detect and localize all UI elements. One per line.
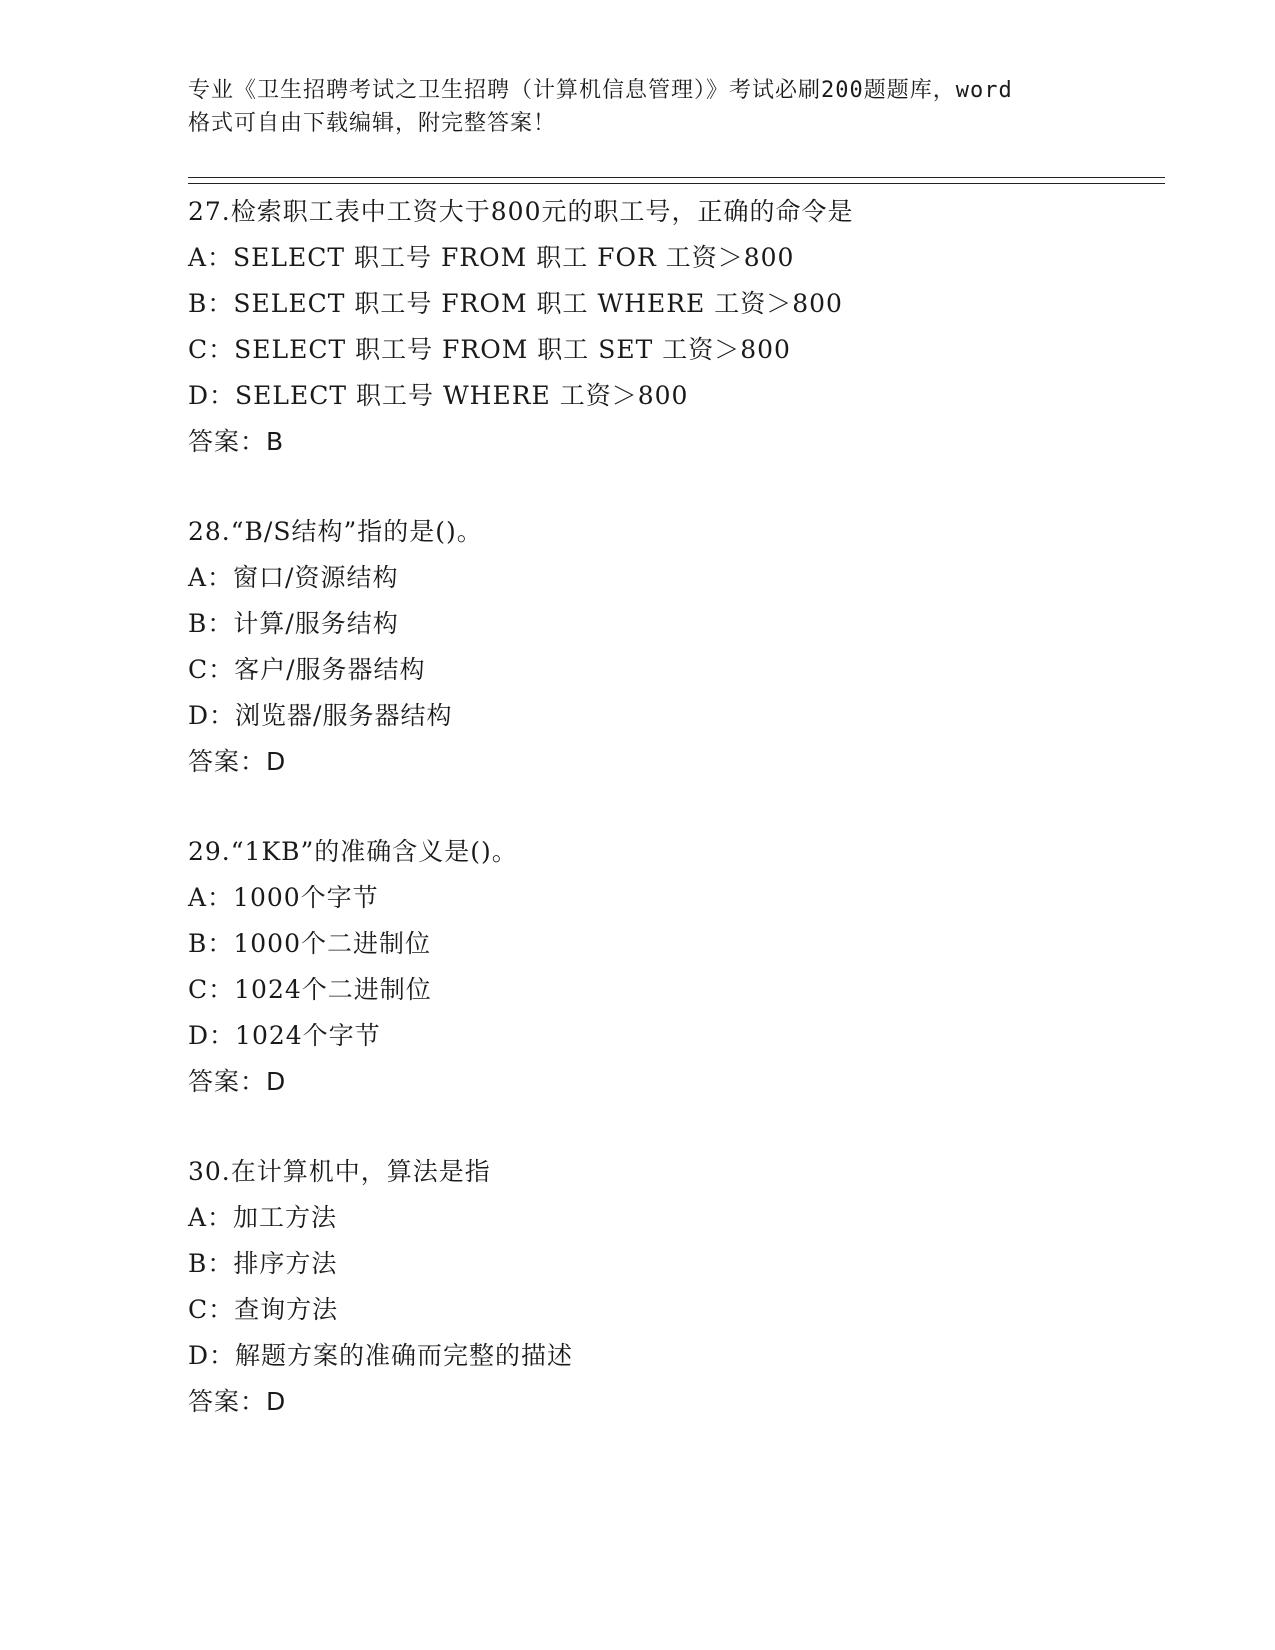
question-27 <box>188 189 1168 465</box>
answer: 答案：D <box>188 1067 287 1096</box>
answer: 答案：D <box>188 747 287 776</box>
option-d: D：SELECT 职工号 WHERE 工资＞800 <box>188 381 689 410</box>
question-stem: 30.在计算机中，算法是指 <box>188 1157 491 1186</box>
header-divider-bottom <box>188 183 1165 184</box>
option-b: B：1000个二进制位 <box>188 929 431 958</box>
option-d: D：浏览器/服务器结构 <box>188 701 453 730</box>
option-c: C：客户/服务器结构 <box>188 655 426 684</box>
option-b: B：排序方法 <box>188 1249 338 1278</box>
option-a: A：窗口/资源结构 <box>188 563 399 592</box>
header-divider-top <box>188 177 1165 178</box>
option-a: A：加工方法 <box>188 1203 338 1232</box>
question-stem: 29.“1KB”的准确含义是()。 <box>188 837 518 866</box>
question-28 <box>188 509 1168 785</box>
option-a: A：1000个字节 <box>188 883 379 912</box>
question-29 <box>188 829 1168 1105</box>
option-b: B：SELECT 职工号 FROM 职工 WHERE 工资＞800 <box>188 289 843 318</box>
answer: 答案：B <box>188 427 285 456</box>
document-header <box>188 74 1108 140</box>
option-a: A：SELECT 职工号 FROM 职工 FOR 工资＞800 <box>188 243 795 272</box>
question-stem: 27.检索职工表中工资大于800元的职工号，正确的命令是 <box>188 197 854 226</box>
header-line-2: 格式可自由下载编辑，附完整答案！ <box>188 111 557 136</box>
question-30 <box>188 1149 1168 1425</box>
answer: 答案：D <box>188 1387 287 1416</box>
question-stem: 28.“B/S结构”指的是()。 <box>188 517 483 546</box>
option-d: D：解题方案的准确而完整的描述 <box>188 1341 574 1370</box>
option-c: C：SELECT 职工号 FROM 职工 SET 工资＞800 <box>188 335 791 364</box>
option-d: D：1024个字节 <box>188 1021 381 1050</box>
option-b: B：计算/服务结构 <box>188 609 399 638</box>
header-line-1: 专业《卫生招聘考试之卫生招聘（计算机信息管理）》考试必刷200题题库，word <box>188 78 1013 103</box>
option-c: C：1024个二进制位 <box>188 975 432 1004</box>
option-c: C：查询方法 <box>188 1295 339 1324</box>
